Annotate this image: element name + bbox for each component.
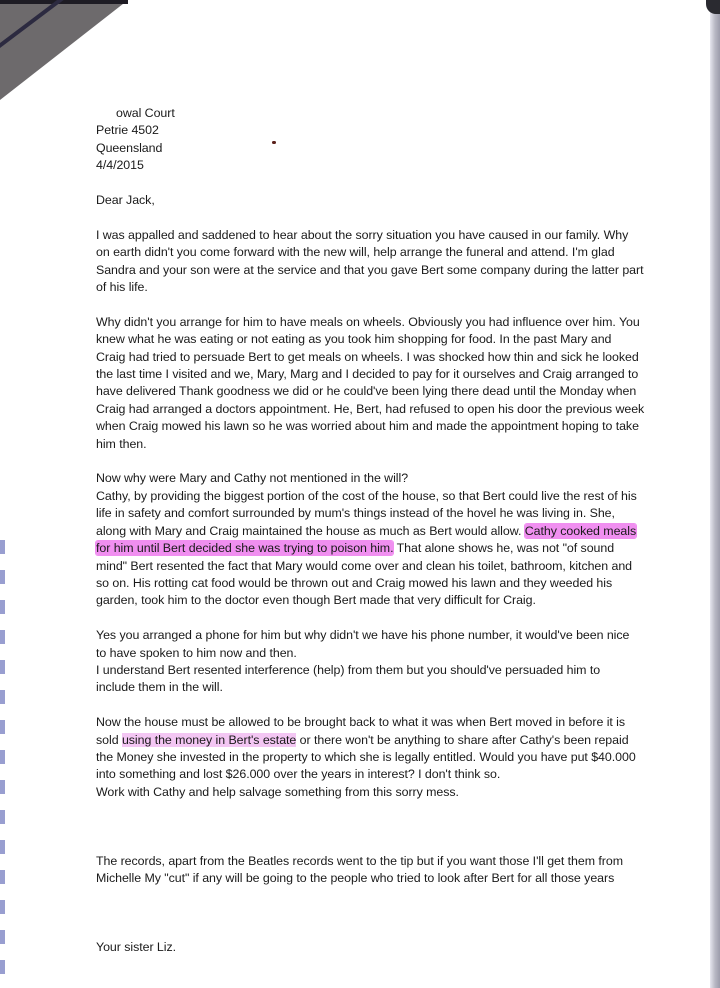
text-line: include them in the will. (96, 680, 223, 695)
text-line: the last time I visited and we, Mary, Marg and I decided to pay for it ourselves and Craig arranged to (96, 367, 639, 382)
text-segment: or there won't be anything to share after Cathy's been repaid (296, 732, 629, 747)
address-state: Queensland (96, 140, 163, 155)
text-segment: sold (96, 732, 122, 747)
text-line: Yes you arranged a phone for him but why didn't we have his phone number, it would've been nice (96, 628, 630, 643)
salutation: Dear Jack, (96, 193, 155, 208)
text-line: The records, apart from the Beatles records went to the tip but if you want those I'll get them from (96, 853, 623, 868)
text-line: so on. His rotting cat food would be thrown out and Craig mowed his lawn and they weeded his (96, 575, 613, 590)
text-line (96, 732, 636, 749)
spacer (96, 819, 636, 853)
text-line: Cathy, by providing the biggest portion of the cost of the house, so that Bert could live the rest of his (96, 488, 637, 503)
paragraph-6 (96, 853, 636, 888)
text-line (96, 523, 636, 540)
address-block (96, 105, 636, 175)
text-segment: That alone shows he, was not "of sound (393, 541, 615, 556)
text-line: Craig had tried to persuade Bert to get meals on wheels. I was shocked how thin and sick he looked (96, 349, 639, 364)
spacer (96, 905, 636, 939)
highlighted-text: using the money in Bert's estate (121, 732, 297, 747)
text-line: I understand Bert resented interference (help) from them but you should've persuaded him to (96, 662, 601, 677)
text-line: Now why were Mary and Cathy not mentioned in the will? (96, 471, 409, 486)
text-line: on earth didn't you come forward with the new will, help arrange the funeral and attend. I'm glad (96, 245, 615, 260)
paragraph-4 (96, 627, 636, 697)
text-line: of his life. (96, 280, 148, 295)
text-line: garden, took him to the doctor even though Bert made that very difficult for Craig. (96, 593, 536, 608)
text-line: Craig had arranged a doctors appointment. He, Bert, had refused to open his door the previous week (96, 401, 645, 416)
paragraph-1 (96, 227, 644, 297)
corner-shadow (0, 0, 128, 4)
letter-body (96, 105, 645, 974)
text-line: Now the house must be allowed to be brought back to what it was when Bert moved in before it is (96, 715, 626, 730)
text-line: Michelle My "cut" if any will be going to the people who tried to look after Bert for all those years (96, 870, 615, 885)
text-line: into something and lost $26.000 over the years in interest? I don't think so. (96, 767, 501, 782)
text-segment: along with Mary and Craig maintained the house as much as Bert would allow. (96, 523, 525, 538)
left-perforation-marks (0, 540, 5, 988)
highlighted-text: for him until Bert decided she was trying to poison him. (96, 541, 394, 556)
highlighted-text: Cathy cooked meals (524, 523, 637, 538)
text-line: to have spoken to him now and then. (96, 645, 297, 660)
address-street: owal Court (116, 106, 175, 120)
letter-date: 4/4/2015 (96, 158, 144, 173)
right-corner-shadow (706, 0, 720, 14)
address-suburb: Petrie 4502 (96, 123, 159, 138)
text-line (96, 540, 636, 557)
text-line: Why didn't you arrange for him to have meals on wheels. Obviously you had influence over him. You (96, 314, 640, 329)
text-line: Work with Cathy and help salvage something from this sorry mess. (96, 784, 459, 799)
signature: Your sister Liz. (96, 939, 177, 954)
folded-corner (0, 0, 128, 100)
paragraph-3 (96, 470, 636, 609)
text-line: I was appalled and saddened to hear about the sorry situation you have caused in our family. Why (96, 227, 629, 242)
paragraph-5 (96, 714, 636, 801)
text-line: mind" Bert resented the fact that Mary would come over and clean his toilet, bathroom, kitchen and (96, 558, 633, 573)
text-line: life in safety and comfort surrounded by mum's things instead of the hovel he was living in. She, (96, 506, 615, 521)
text-line: knew what he was eating or not eating as you took him shopping for food. In the past Mary and (96, 332, 612, 347)
text-line: when Craig mowed his lawn so he was worried about him and made the appointment hoping to take (96, 419, 639, 434)
text-line: Sandra and your son were at the service and that you gave Bert some company during the latter part (96, 262, 644, 277)
text-line: the Money she invested in the property to which she is legally entitled. Would you have put $40.000 (96, 749, 636, 764)
paragraph-2 (96, 314, 645, 453)
text-line: have delivered Thank goodness we did or he could've been lying there dead until the Monday when (96, 384, 637, 399)
text-line: him then. (96, 436, 147, 451)
right-page-edge (710, 0, 720, 988)
